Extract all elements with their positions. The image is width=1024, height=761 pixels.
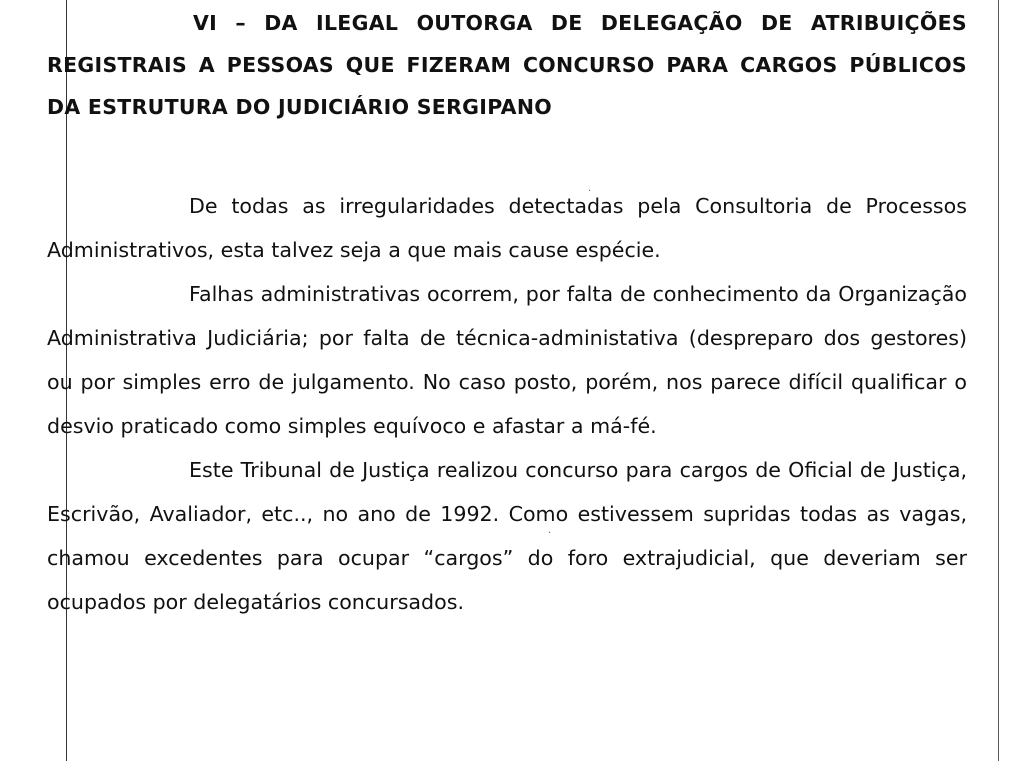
scan-speck: · xyxy=(548,528,552,539)
section-heading: VI – DA ILEGAL OUTORGA DE DELEGAÇÃO DE ATRIBUIÇÕES REGISTRAIS A PESSOAS QUE FIZERAM CONCURSO PARA CARGOS PÚBLICOS DA ESTRUTURA DO JUDICIÁRIO SERGIPANO xyxy=(47,11,967,119)
scan-speck: · xyxy=(588,186,592,197)
right-margin-line xyxy=(998,0,999,761)
paragraph-1: De todas as irregularidades detectadas pela Consultoria de Processos Administrativos, esta talvez seja a que mais cause espécie. xyxy=(47,194,967,262)
document-body xyxy=(47,2,967,624)
paragraph-3: Este Tribunal de Justiça realizou concurso para cargos de Oficial de Justiça, Escrivão, Avaliador, etc.., no ano de 1992. Como estivessem supridas todas as vagas, chamou excedentes para ocupar “cargos” do foro extrajudicial, que deveriam ser ocupados por delegatários concursados. xyxy=(47,458,967,614)
paragraph-2: Falhas administrativas ocorrem, por falta de conhecimento da Organização Administrativa Judiciária; por falta de técnica-administativa (despreparo dos gestores) ou por simples erro de julgamento. No caso posto, porém, nos parece difícil qualificar o desvio praticado como simples equívoco e afastar a má-fé. xyxy=(47,282,967,438)
